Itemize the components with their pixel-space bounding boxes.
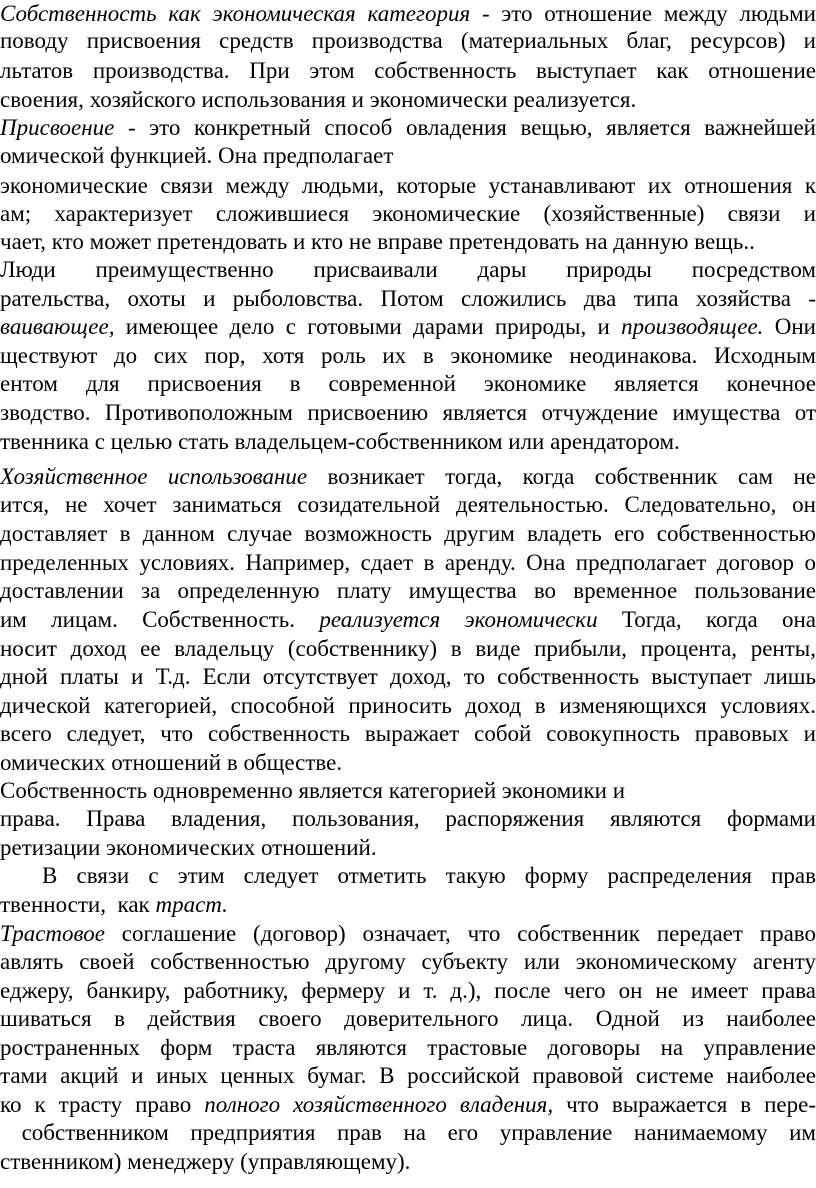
text-run: льтатов производства. При этом собственность выступает как отношение <box>0 58 816 83</box>
text-line <box>0 142 816 169</box>
text-line <box>0 0 816 27</box>
text-run: Собственность одновременно является категорией экономики и <box>0 778 626 803</box>
text-run: экономические связи между людьми, которые устанавливают их отношения к <box>0 173 816 198</box>
text-line <box>0 1034 816 1061</box>
text-run: шиваться в действия своего доверительного лица. Одной из наиболее <box>0 1006 816 1031</box>
text-run: тами акций и иных ценных бумаг. В российской правовой системе наиболее <box>0 1063 816 1088</box>
text-run: чает, кто может претендовать и кто не вправе претендовать на данную вещь.. <box>0 229 755 254</box>
text-line <box>0 777 816 804</box>
text-line <box>0 920 816 947</box>
text-run: соглашение (договор) означает, что собственник передает право <box>104 921 816 946</box>
text-run: ществуют до сих пор, хотя роль их в экономике неодинакова. Исходным <box>0 343 816 368</box>
text-line <box>0 228 816 255</box>
text-line <box>0 749 816 776</box>
text-line <box>0 285 816 312</box>
text-run: доставлении за определенную плату имущества во временное пользование <box>0 578 816 603</box>
text-run: омической функцией. Она предполагает <box>0 143 394 168</box>
text-line <box>0 342 816 369</box>
text-line <box>0 520 816 547</box>
text-line <box>0 172 816 199</box>
text-run: всего следует, что собственность выражает собой совокупность правовых и <box>0 721 816 746</box>
text-line <box>0 977 816 1004</box>
text-line <box>0 549 816 576</box>
text-line <box>0 1062 816 1089</box>
text-run: дной платы и Т.д. Если отсутствует доход, то собственность выступает лишь <box>0 664 816 689</box>
text-run: своения, хозяйского использования и экономически реализуется. <box>0 87 637 112</box>
text-run: это отношение между людьми <box>501 1 816 26</box>
text-line <box>0 1005 816 1032</box>
text-run: что выражается в пере- <box>553 1092 816 1117</box>
text-run: твенности, как <box>0 892 156 917</box>
text-run: зводство. Противоположным присвоению является отчуждение имущества от <box>0 400 816 425</box>
text-line <box>0 720 816 747</box>
text-run: авлять своей собственностью другому субъекту или экономическому агенту <box>0 949 816 974</box>
text-run: возникает тогда, когда собственник сам не <box>307 464 816 489</box>
text-run: В связи с этим следует отметить такую форму распределения прав <box>42 863 816 888</box>
text-line <box>0 606 816 633</box>
text-line <box>0 399 816 426</box>
italic-term: Собственность как экономическая категория - <box>0 1 502 26</box>
text-run: Они <box>763 314 816 339</box>
text-run: ентом для присвоения в современной экономике является конечное <box>0 371 816 396</box>
text-run: им лицам. Собственность. <box>0 607 320 632</box>
text-line <box>0 313 816 340</box>
text-line <box>0 577 816 604</box>
italic-term: Трастовое <box>0 921 105 946</box>
text-line <box>0 948 816 975</box>
text-run: омических отношений в обществе. <box>0 750 343 775</box>
text-line <box>0 463 816 490</box>
italic-term: ваивающее, <box>0 314 115 339</box>
italic-term: полного хозяйственного владения, <box>204 1092 554 1117</box>
text-line <box>0 1091 816 1118</box>
text-line <box>0 805 816 832</box>
text-run: доставляет в данном случае возможность другим владеть его собственностью <box>0 521 816 546</box>
text-run: дической категорией, способной приносить доход в изменяющихся условиях. <box>0 693 816 718</box>
text-line <box>0 428 816 455</box>
text-line <box>0 114 816 141</box>
text-line <box>0 891 816 918</box>
text-run: ко к трасту право <box>0 1092 205 1117</box>
text-line <box>0 370 816 397</box>
text-line <box>0 635 816 662</box>
text-line <box>0 663 816 690</box>
text-line <box>0 27 816 54</box>
text-run: Люди преимущественно присваивали дары природы посредством <box>0 257 816 282</box>
italic-term: траст. <box>155 892 228 917</box>
text-run: пределенных условиях. Например, сдает в аренду. Она предполагает договор о <box>0 550 816 575</box>
text-run: твенника с целью стать владельцем-собственником или арендатором. <box>0 429 680 454</box>
text-run: ится, не хочет заниматься созидательной деятельностью. Следовательно, он <box>0 492 816 517</box>
text-run: права. Права владения, пользования, распоряжения являются формами <box>0 806 816 831</box>
text-run: собственником предприятия прав на его управление нанимаемому им <box>0 1120 816 1145</box>
text-line <box>0 491 816 518</box>
text-line <box>0 86 816 113</box>
text-run: ам; характеризует сложившиеся экономические (хозяйственные) связи и <box>0 201 816 226</box>
italic-term: Хозяйственное использование <box>0 464 308 489</box>
text-line <box>0 692 816 719</box>
text-run: Тогда, когда она <box>597 607 816 632</box>
italic-term: производящее. <box>621 314 764 339</box>
text-line <box>0 834 816 861</box>
text-run: носит доход ее владельцу (собственнику) в виде прибыли, процента, ренты, <box>0 636 816 661</box>
text-line <box>0 1148 816 1175</box>
text-run: рательства, охоты и рыболовства. Потом сложились два типа хозяйства - <box>0 286 816 311</box>
text-run: имеющее дело с готовыми дарами природы, и <box>114 314 622 339</box>
text-run: поводу присвоения средств производства (материальных благ, ресурсов) и <box>0 28 816 53</box>
italic-term: Присвоение <box>0 115 115 140</box>
text-line <box>0 57 816 84</box>
text-line <box>0 1119 816 1146</box>
text-run: - это конкретный способ овладения вещью, является важнейшей <box>114 115 816 140</box>
text-run: еджеру, банкиру, работнику, фермеру и т. д.), после чего он не имеет права <box>0 978 816 1003</box>
text-run: ространенных форм траста являются трастовые договоры на управление <box>0 1035 816 1060</box>
text-line <box>0 256 816 283</box>
text-run: ственником) менеджеру (управляющему). <box>0 1149 411 1174</box>
text-line <box>42 862 816 889</box>
text-run: ретизации экономических отношений. <box>0 835 377 860</box>
italic-term: реализуется экономически <box>319 607 598 632</box>
text-line <box>0 200 816 227</box>
